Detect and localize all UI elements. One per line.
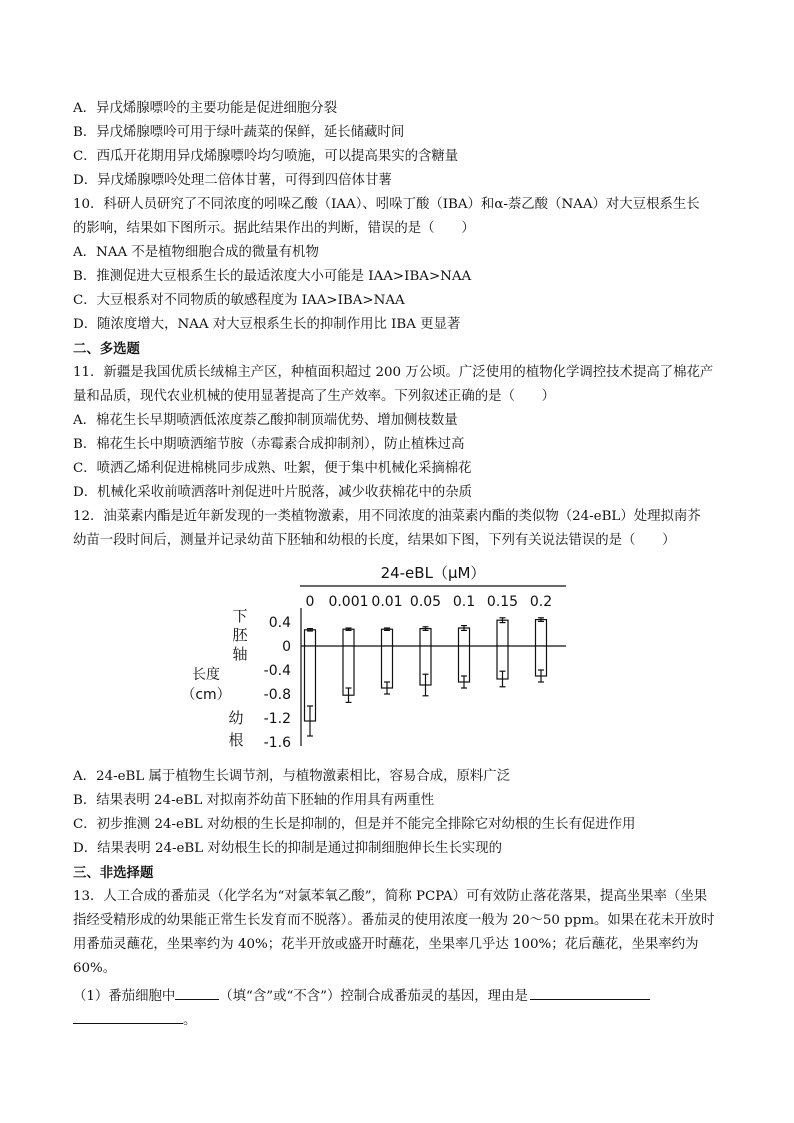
q13-stem-line1: 13．人工合成的番茄灵（化学名为“对氯苯氧乙酸”，简称 PCPA）可有效防止落花落果，提高坐果率（坐果 (73, 889, 708, 904)
q13-stem-line2: 指经受精形成的幼果能正常生长发育而不脱落）。番茄灵的使用浓度一般为 20～50 ppm。如果在花未开放时 (73, 913, 715, 928)
q11-option-b: B．棉花生长中期喷洒缩节胺（赤霉素合成抑制剂），防止植株过高 (73, 437, 465, 452)
q12-option-c: C．初步推测 24-eBL 对幼根的生长是抑制的，但是并不能完全排除它对幼根的生长有促进作用 (73, 817, 636, 832)
q10-option-c: C．大豆根系对不同物质的敏感程度为 IAA>IBA>NAA (73, 293, 405, 308)
hypocotyl-bar (497, 620, 508, 646)
q13-sub1 (73, 986, 650, 1006)
q12-stem-line1: 12．油菜素内酯是近年新发现的一类植物激素，用不同浓度的油菜素内酯的类似物（24-eBL）处理拟南芥 (73, 509, 701, 524)
x-tick-label: 0 (305, 594, 315, 610)
q9-option-b: B．异戊烯腺嘌呤可用于绿叶蔬菜的保鲜，延长储藏时间 (73, 125, 405, 140)
y-tick-label: -0.8 (263, 687, 291, 703)
y-tick-label: 0 (282, 639, 291, 655)
q11-option-a: A．棉花生长早期喷洒低浓度萘乙酸抑制顶端优势、增加侧枝数量 (73, 413, 458, 428)
q10-option-a: A．NAA 不是植物细胞合成的微量有机物 (73, 245, 319, 260)
q11-stem-line1: 11．新疆是我国优质长绒棉主产区，种植面积超过 200 万公顷。广泛使用的植物化学调控技术提高了棉花产 (73, 365, 714, 380)
q13-sub1-middle: （填“含”或“不含”）控制合成番茄灵的基因，理由是 (219, 989, 528, 1004)
q12-stem-line2: 幼苗一段时间后，测量并记录幼苗下胚轴和幼根的长度，结果如下图，下列有关说法错误的是（ ） (73, 533, 676, 548)
q13-answer-blank-2[interactable] (530, 986, 650, 1000)
y-tick-label: -1.6 (263, 735, 291, 751)
upper-axis-label: 下胚轴 (232, 607, 248, 663)
q13-answer-blank-2-continued[interactable] (73, 1010, 183, 1024)
q11-stem-line2: 量和品质，现代农业机械的使用显著提高了生产效率。下列叙述正确的是（ ） (73, 389, 556, 404)
q9-option-d: D．异戊烯腺嘌呤处理二倍体甘薯，可得到四倍体甘薯 (73, 173, 392, 188)
hypocotyl-bar (343, 629, 354, 646)
hypocotyl-bar (305, 630, 316, 646)
q13-sub1-end: 。 (183, 1013, 197, 1028)
q10-stem-line1: 10．科研人员研究了不同浓度的吲哚乙酸（IAA）、吲哚丁酸（IBA）和α-萘乙酸（NAA）对大豆根系生长 (73, 197, 700, 212)
x-tick-label: 0.001 (328, 594, 369, 610)
q11-option-d: D．机械化采收前喷洒落叶剂促进叶片脱落，减少收获棉花中的杂质 (73, 485, 473, 500)
x-tick-label: 0.2 (529, 594, 553, 610)
q10-stem-line2: 的影响，结果如下图所示。据此结果作出的判断，错误的是（ ） (73, 221, 475, 236)
chart-title: 24-eBL（μM） (380, 564, 486, 582)
q9-option-a: A．异戊烯腺嘌呤的主要功能是促进细胞分裂 (73, 101, 338, 116)
section-heading-multiple-choice: 二、多选题 (73, 341, 140, 357)
hypocotyl-bar (420, 629, 431, 646)
q10-option-b: B．推测促进大豆根系生长的最适浓度大小可能是 IAA>IBA>NAA (73, 269, 472, 284)
q9-option-c: C．西瓜开花期用异戊烯腺嘌呤均匀喷施，可以提高果实的含糖量 (73, 149, 459, 164)
y-tick-label: 0.4 (268, 615, 291, 631)
x-tick-label: 0.05 (409, 594, 442, 610)
q12-bar-chart (170, 558, 590, 768)
q12-option-b: B．结果表明 24-eBL 对拟南芥幼苗下胚轴的作用具有两重性 (73, 793, 435, 808)
q13-sub1-prefix: （1）番茄细胞中 (73, 989, 176, 1004)
q12-option-d: D．结果表明 24-eBL 对幼根生长的抑制是通过抑制细胞伸长生长实现的 (73, 841, 503, 856)
q11-option-c: C．喷洒乙烯利促进棉桃同步成熟、吐絮，便于集中机械化采摘棉花 (73, 461, 472, 476)
q10-option-d: D．随浓度增大，NAA 对大豆根系生长的抑制作用比 IBA 更显著 (73, 317, 461, 332)
x-tick-label: 0.15 (486, 594, 519, 610)
lower-axis-label: 幼根 (228, 709, 244, 749)
hypocotyl-bar (382, 629, 393, 646)
section-heading-non-choice: 三、非选择题 (73, 865, 154, 881)
y-axis-label: 长度（cm） (181, 667, 231, 703)
x-tick-label: 0.01 (371, 594, 403, 610)
q13-stem-line3: 用番茄灵蘸花，坐果率约为 40%；花半开放或盛开时蘸花，坐果率几乎达 100%；花后蘸花，坐果率约为 (73, 937, 699, 952)
q13-answer-blank-1[interactable] (175, 986, 219, 1000)
q13-stem-line4: 60%。 (73, 961, 117, 976)
x-tick-label: 0.1 (452, 594, 476, 610)
q12-option-a: A．24-eBL 属于植物生长调节剂，与植物激素相比，容易合成，原料广泛 (73, 769, 511, 784)
q13-sub1-continued (73, 1010, 196, 1030)
hypocotyl-bar (536, 620, 547, 646)
y-tick-label: -0.4 (263, 663, 291, 679)
y-tick-label: -1.2 (263, 711, 291, 727)
